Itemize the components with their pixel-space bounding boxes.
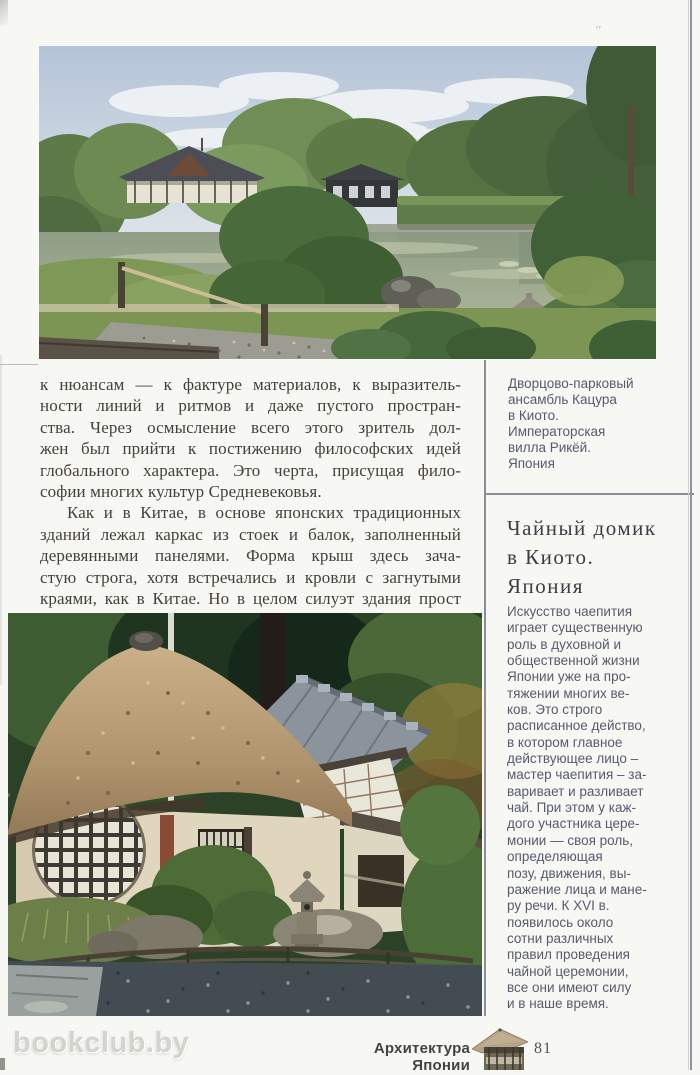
running-title: Архитектура Японии <box>373 1040 470 1074</box>
scan-tick-line <box>0 364 38 365</box>
text-line: ражение лица и мане- <box>507 881 647 897</box>
text-line: появилось около <box>507 914 614 930</box>
scan-dust-marks: ′′ <box>596 25 602 36</box>
sidebar-body-text <box>507 604 669 1013</box>
text-line: глобального характера. Это черта, присущая фило- <box>40 460 461 480</box>
scan-corner-mark <box>0 1058 5 1070</box>
page-number: 81 <box>534 1040 552 1057</box>
text-line: Японии уже на про- <box>507 669 631 685</box>
text-line: сотни различных <box>507 930 614 946</box>
text-line: Как и в Китае, в основе японских традиционных <box>67 503 461 523</box>
text-line: в котором главное <box>507 734 623 750</box>
text-line: играет существенную <box>507 620 643 636</box>
text-line: действующее лицо – <box>507 751 639 767</box>
text-line: софии многих культур Средневековья. <box>40 482 322 502</box>
text-line: Искусство чаепития <box>507 604 633 619</box>
text-line: вилла Рикёй. <box>508 440 591 455</box>
text-line: стую строга, хотя встречались и кровли с загнутыми <box>40 567 461 587</box>
text-line: Чайный домик <box>507 516 657 540</box>
teahouse-thumbnail-icon <box>472 1026 528 1070</box>
text-line: в Киото. <box>508 408 559 423</box>
text-line: к нюансам — к фактуре материалов, к выразитель- <box>40 375 461 394</box>
text-line: чай. При этом у каж- <box>507 800 636 816</box>
text-line: краями, как в Китае. Но в целом силуэт здания прост <box>40 589 461 609</box>
watermark: bookclub.by <box>13 1027 190 1059</box>
text-line: ансамбль Кацура <box>508 392 617 407</box>
katsura-garden-photo <box>39 46 656 359</box>
text-line: позу, движения, вы- <box>507 865 631 881</box>
text-line: деревянными панелями. Форма крыш здесь зача- <box>40 546 461 566</box>
text-line: ков. Это строго <box>507 702 603 718</box>
text-line: расписанное действо, <box>507 718 646 734</box>
text-line: мастер чаепития – за- <box>507 767 647 783</box>
text-line: определяющая <box>507 849 603 865</box>
text-line: зданий лежал каркас из стоек и балок, заполненный <box>40 524 461 544</box>
photo-caption <box>508 376 668 472</box>
text-line: ности линий и ритмов и даже пустого простран- <box>40 396 461 416</box>
scan-streak <box>0 355 3 685</box>
text-line: роль в духовной и <box>507 636 622 652</box>
text-line: тяжении многих ве- <box>507 685 630 701</box>
page-edge-shadow <box>690 0 692 1070</box>
text-line: и в наше время. <box>507 996 609 1012</box>
katsura-garden-illustration <box>39 46 656 359</box>
text-line: чайной церемонии, <box>507 963 629 979</box>
text-line: Япония <box>507 574 584 598</box>
main-text-column <box>40 374 461 609</box>
sidebar-horizontal-rule <box>484 493 694 495</box>
text-line: все они имеют силу <box>507 979 632 995</box>
text-line: монии — своя роль, <box>507 832 634 848</box>
teahouse-illustration <box>8 613 482 1016</box>
text-line: варивает и разливает <box>507 783 644 799</box>
sidebar-vertical-rule <box>484 360 486 1016</box>
text-line: жен был прийти к постижению философских идей <box>40 439 461 459</box>
text-line: в Киото. <box>507 545 595 569</box>
paragraph <box>40 502 461 609</box>
text-line: дого участника цере- <box>507 816 640 832</box>
text-line: правил проведения <box>507 947 630 963</box>
text-line: ру речи. К XVI в. <box>507 898 610 914</box>
teahouse-photo <box>8 613 482 1016</box>
text-line: общественной жизни <box>507 653 640 669</box>
text-line: Япония <box>508 456 555 471</box>
page-edge-line <box>688 0 689 1070</box>
text-line: Императорская <box>508 424 606 439</box>
text-line: Дворцово-парковый <box>508 376 634 391</box>
sidebar-heading <box>507 514 687 601</box>
paragraph <box>40 374 461 502</box>
scan-corner-mark <box>0 0 8 26</box>
text-line: ства. Через осмысление всего этого зритель дол- <box>40 417 461 437</box>
